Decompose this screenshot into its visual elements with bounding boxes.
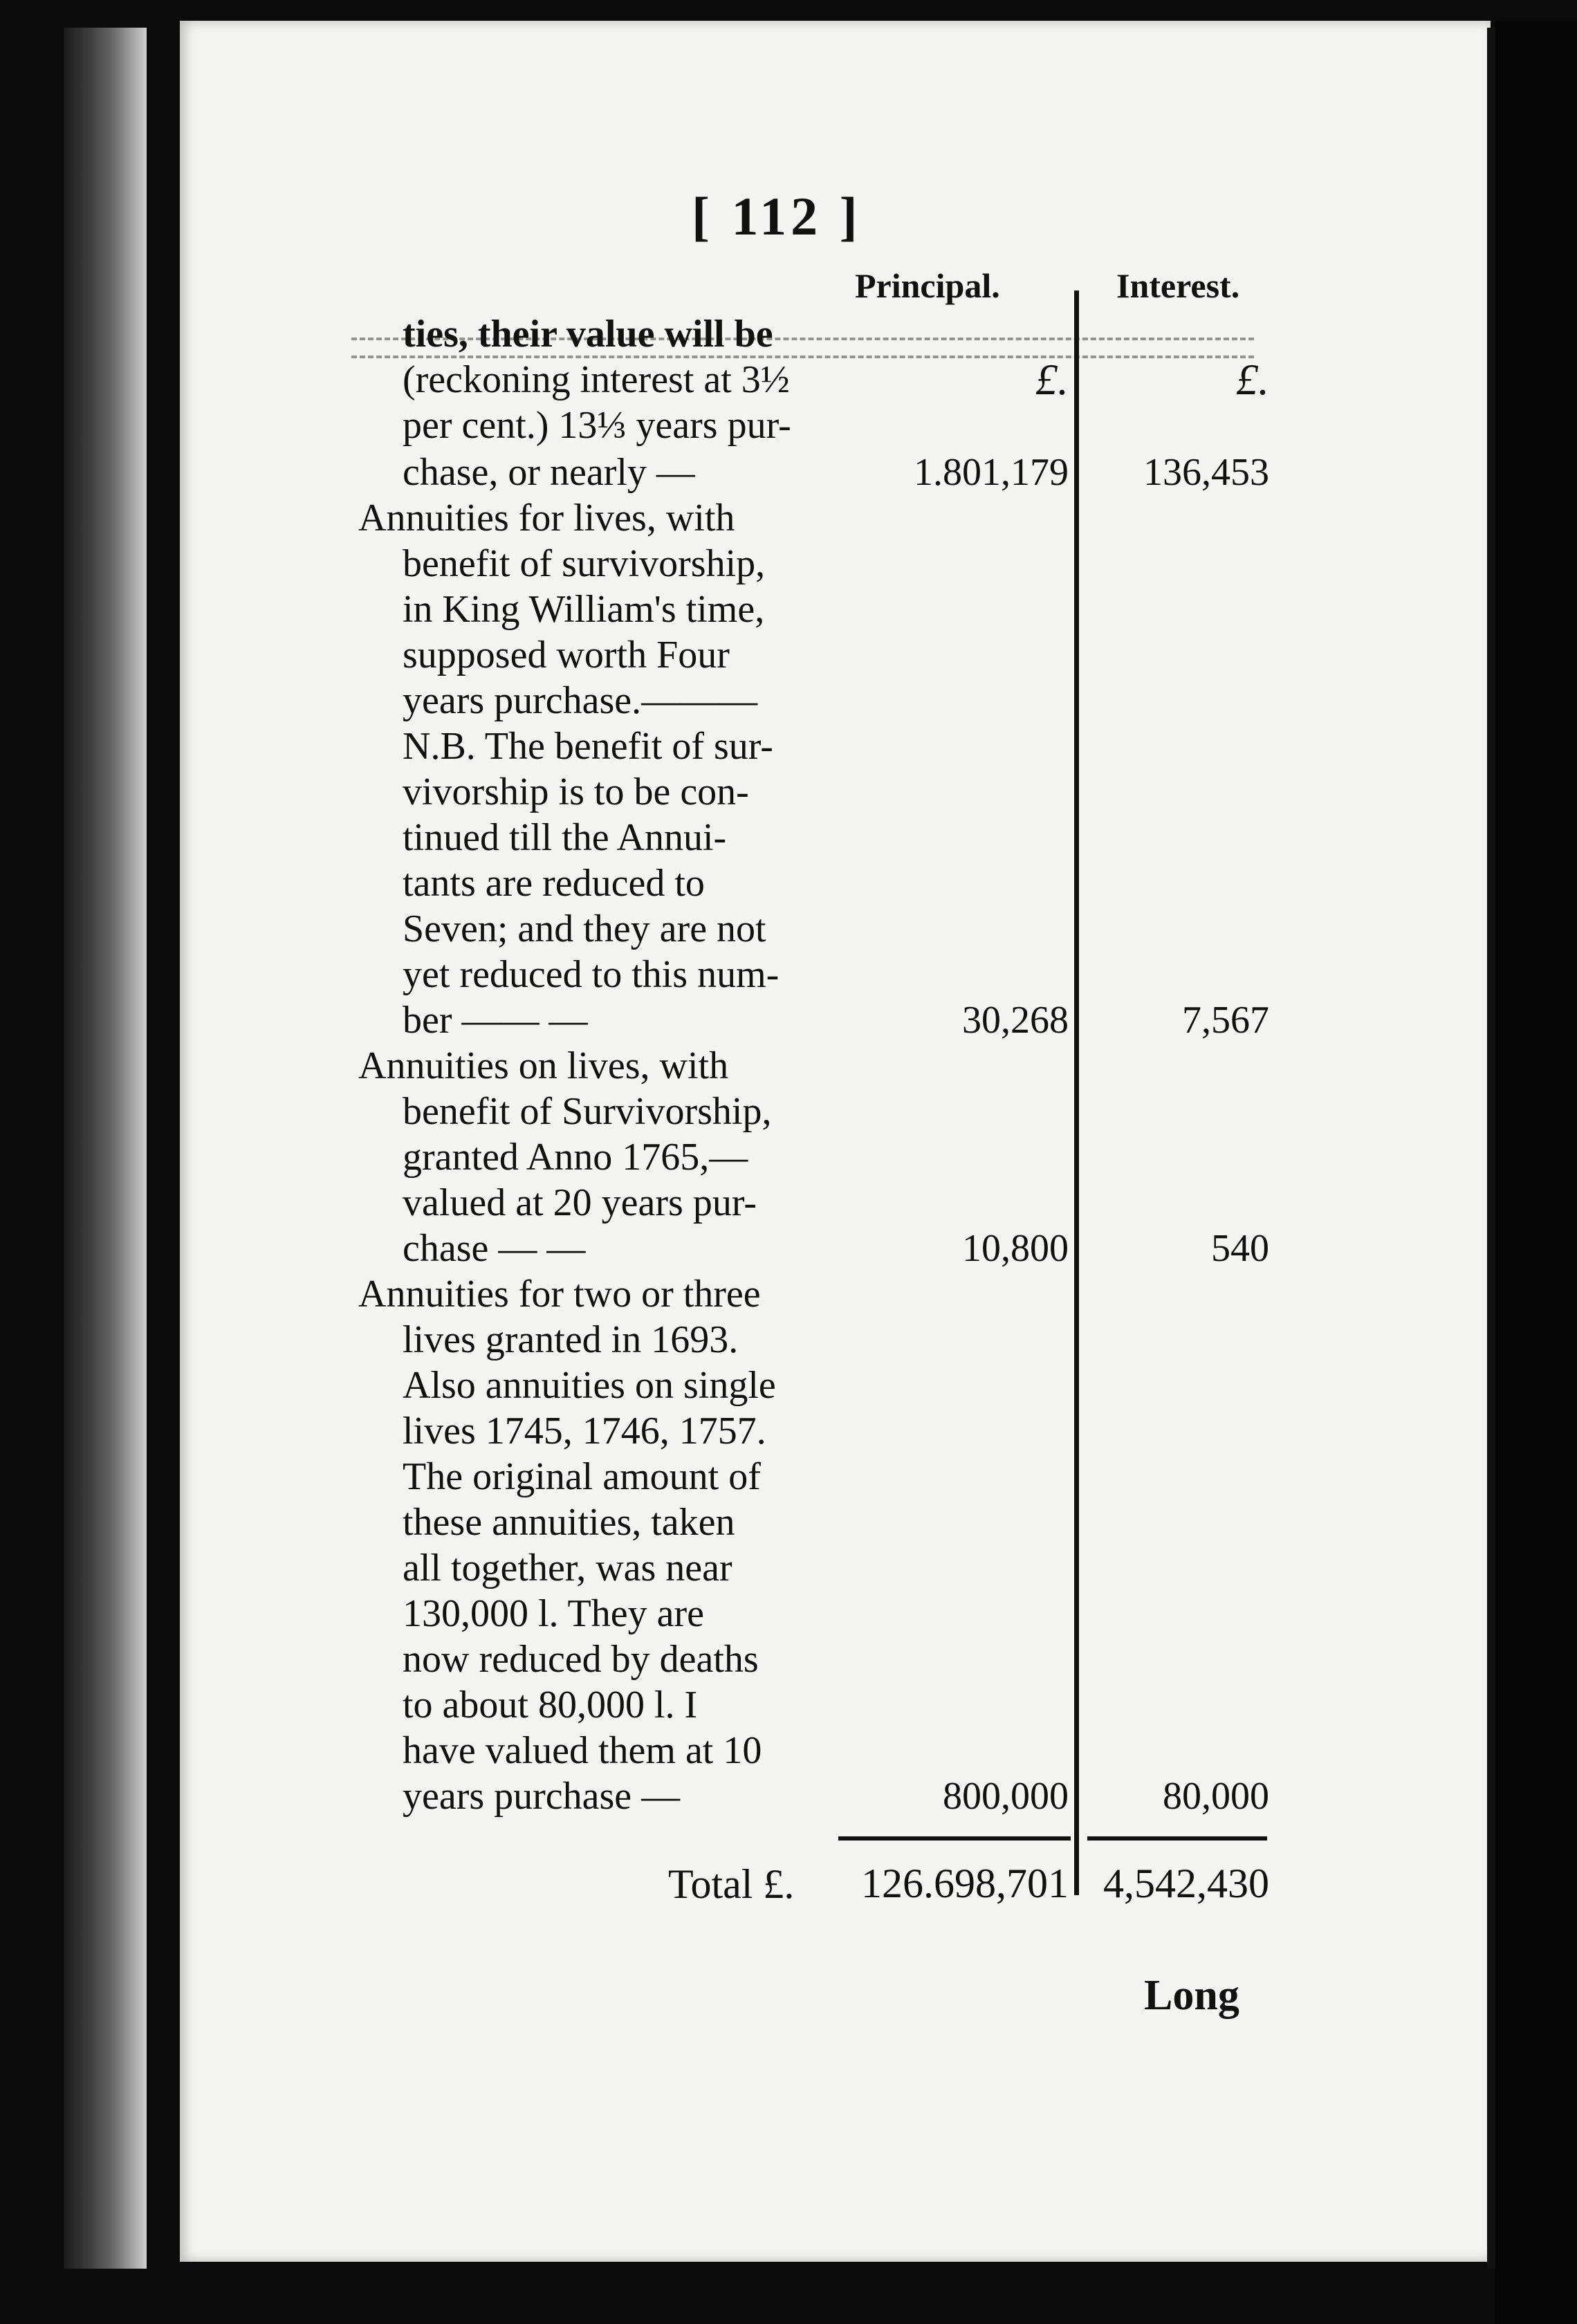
ledger-line: supposed worth Four [403, 634, 730, 676]
ledger-line: Annuities on lives, with [358, 1044, 729, 1087]
row-1-interest: 136,453 [1143, 451, 1269, 494]
row-2-principal: 30,268 [962, 999, 1069, 1042]
ledger-line: tants are reduced to [403, 862, 705, 905]
row-4-principal: 800,000 [943, 1775, 1069, 1818]
ledger-line: tinued till the Annui- [403, 816, 727, 859]
principal-currency-mark: £. [1035, 355, 1069, 404]
row-3-interest: 540 [1211, 1227, 1269, 1270]
row-3-principal: 10,800 [962, 1227, 1069, 1270]
gutter-rule [1487, 28, 1495, 2269]
catchword: Long [1144, 1972, 1239, 2019]
ledger-line: Annuities for lives, with [358, 497, 735, 540]
ledger-line: ber —— — [403, 999, 588, 1042]
column-divider [1074, 290, 1079, 1895]
ledger-line: Annuities for two or three [358, 1273, 761, 1316]
total-interest: 4,542,430 [1103, 1861, 1269, 1906]
ledger-line: Seven; and they are not [403, 907, 766, 950]
interest-column-header: Interest. [1116, 266, 1240, 305]
ledger-line: (reckoning interest at 3½ [403, 358, 790, 401]
ledger-line: per cent.) 13⅓ years pur- [403, 404, 791, 447]
total-label: Total £. [668, 1861, 795, 1907]
ledger-line: lives granted in 1693. [403, 1318, 739, 1361]
scan-border [1495, 21, 1577, 2324]
ledger-line: granted Anno 1765,— [403, 1136, 748, 1179]
ledger-line: 130,000 l. They are [403, 1592, 704, 1635]
ledger-line: now reduced by deaths [403, 1638, 759, 1681]
page-stack-edge [64, 28, 147, 2269]
principal-column-header: Principal. [855, 266, 1000, 305]
ledger-line: The original amount of [403, 1455, 761, 1498]
ledger-line: vivorship is to be con- [403, 771, 749, 813]
ledger-line: chase, or nearly — [403, 451, 695, 494]
total-principal: 126.698,701 [861, 1861, 1069, 1906]
ledger-line: all together, was near [403, 1547, 732, 1589]
ledger-line: in King William's time, [403, 588, 765, 631]
ledger-line: ties, their value will be [403, 313, 773, 356]
row-4-interest: 80,000 [1163, 1775, 1269, 1818]
interest-sum-rule [1087, 1836, 1267, 1841]
ledger-line: years purchase.——— [403, 679, 758, 722]
row-2-interest: 7,567 [1182, 999, 1269, 1042]
ledger-line: years purchase — [403, 1775, 681, 1818]
interest-currency-mark: £. [1236, 355, 1269, 404]
ledger-line: these annuities, taken [403, 1501, 735, 1544]
ledger-line: valued at 20 years pur- [403, 1181, 757, 1224]
ledger-line: to about 80,000 l. I [403, 1684, 698, 1726]
ledger-line: benefit of survivorship, [403, 542, 766, 585]
ledger-line: N.B. The benefit of sur- [403, 725, 773, 768]
ledger-line: yet reduced to this num- [403, 953, 780, 996]
ledger-line: chase — — [403, 1227, 586, 1270]
ledger-line: have valued them at 10 [403, 1729, 762, 1772]
ledger-line: benefit of Survivorship, [403, 1090, 772, 1133]
page-number: [ 112 ] [692, 186, 862, 246]
ledger-line: Also annuities on single [403, 1364, 776, 1407]
row-1-principal: 1.801,179 [914, 451, 1069, 494]
principal-sum-rule [838, 1836, 1071, 1841]
ledger-line: lives 1745, 1746, 1757. [403, 1410, 766, 1452]
